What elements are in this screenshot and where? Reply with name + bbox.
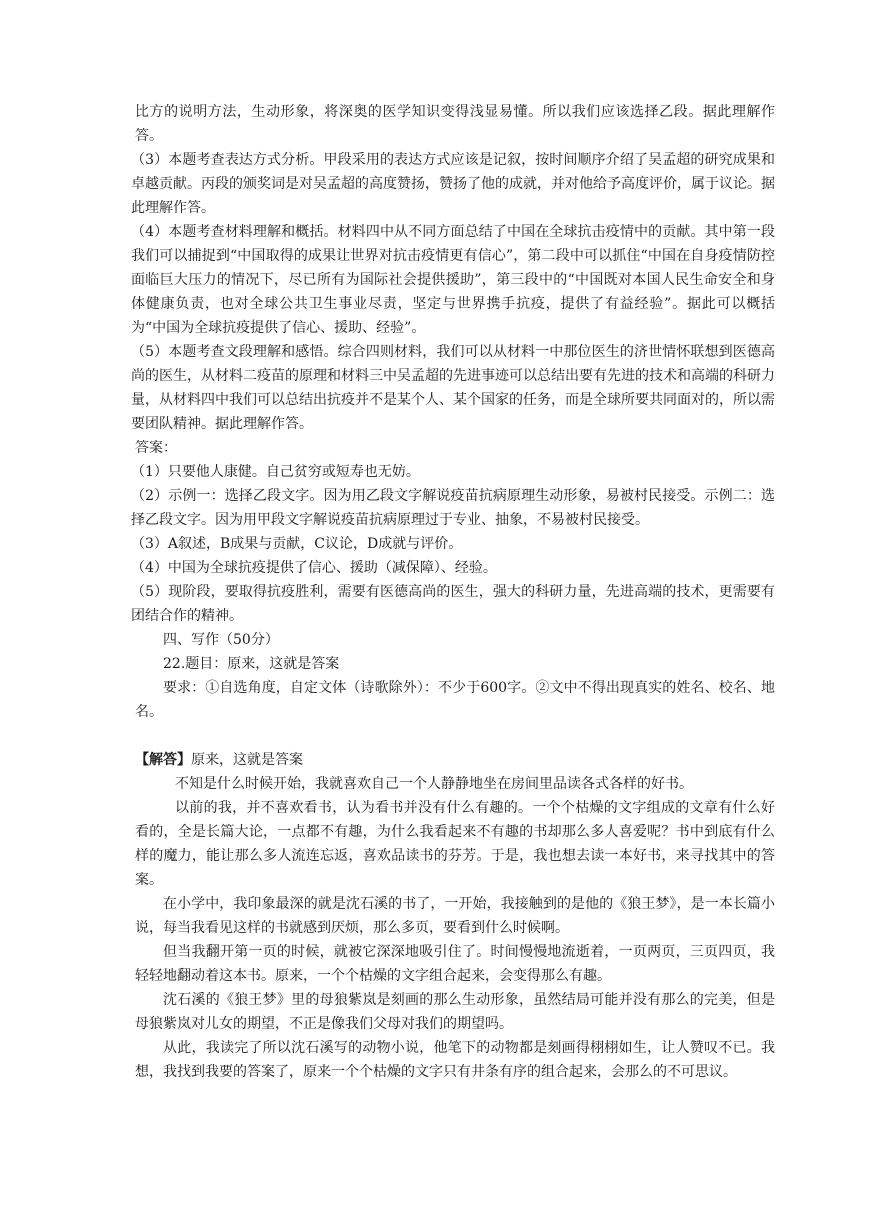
document-page xyxy=(131,100,775,1084)
essay-paragraph-1: 不知是什么时候开始，我就喜欢自己一个人静静地坐在房间里品读各式各样的好书。 xyxy=(175,776,693,792)
essay-paragraph-4: 但当我翻开第一页的时候，就被它深深地吸引住了。时间慢慢地流逝着，一页两页，三页四页，我轻轻地翻动着这本书。原来，一个个枯燥的文字组合起来，会变得那么有趣。 xyxy=(135,944,775,984)
essay-title: 原来，这就是答案 xyxy=(191,752,303,768)
solution-label: 【解答】 xyxy=(135,752,191,768)
writing-question: 22.题目：原来，这就是答案 xyxy=(163,656,340,672)
spacer xyxy=(135,724,775,748)
answer-item-4: （4）中国为全球抗疫提供了信心、援助（减保障）、经验。 xyxy=(131,560,497,576)
analysis-item-4: （4）本题考查材料理解和概括。材料四中从不同方面总结了中国在全球抗击疫情中的贡献。其中第一段我们可以捕捉到“中国取得的成果让世界对抗击疫情更有信心”，第二段中可以抓住“中国在自身疫情防控面临巨大压力的情况下，尽已所有为国际社会提供援助”，第三段中的“中国既对本国人民生命安全和身体健康负责，也对全球公共卫生事业尽责，坚定与世界携手抗疫，提供了有益经验”。据此可以概括为“中国为全球抗疫提供了信心、援助、经验”。 xyxy=(131,224,775,336)
writing-section-heading: 四、写作（50分） xyxy=(163,632,279,648)
essay-paragraph-2: 以前的我，并不喜欢看书，认为看书并没有什么有趣的。一个个枯燥的文字组成的文章有什么好看的，全是长篇大论，一点都不有趣，为什么我看起来不有趣的书却那么多人喜爱呢？书中到底有什么样的魔力，能让那么多人流连忘返，喜欢品读书的芬芳。于是，我也想去读一本好书，来寻找其中的答案。 xyxy=(135,800,775,888)
analysis-continuation: 比方的说明方法，生动形象，将深奥的医学知识变得浅显易懂。所以我们应该选择乙段。据此理解作答。 xyxy=(135,104,775,144)
answer-item-2: （2）示例一：选择乙段文字。因为用乙段文字解说疫苗抗病原理生动形象，易被村民接受。示例二：选择乙段文字。因为用甲段文字解说疫苗抗病原理过于专业、抽象，不易被村民接受。 xyxy=(131,488,775,528)
writing-requirement: 要求：①自选角度，自定文体（诗歌除外）：不少于600字。②文中不得出现真实的姓名、校名、地名。 xyxy=(135,680,775,720)
essay-paragraph-6: 从此，我读完了所以沈石溪写的动物小说，他笔下的动物都是刻画得栩栩如生，让人赞叹不已。我想，我找到我要的答案了，原来一个个枯燥的文字只有井条有序的组合起来，会那么的不可思议。 xyxy=(135,1040,775,1080)
answer-item-1: （1）只要他人康健。自己贫穷或短寿也无妨。 xyxy=(131,464,420,480)
answer-item-5: （5）现阶段，要取得抗疫胜利，需要有医德高尚的医生，强大的科研力量，先进高端的技术，更需要有团结合作的精神。 xyxy=(131,584,775,624)
essay-paragraph-5: 沈石溪的《狼王梦》里的母狼紫岚是刻画的那么生动形象，虽然结局可能并没有那么的完美，但是母狼紫岚对儿女的期望，不正是像我们父母对我们的期望吗。 xyxy=(135,992,775,1032)
essay-paragraph-3: 在小学中，我印象最深的就是沈石溪的书了，一开始，我接触到的是他的《狼王梦》，是一本长篇小说，每当我看见这样的书就感到厌烦，那么多页，要看到什么时候啊。 xyxy=(135,896,775,936)
essay-heading xyxy=(135,748,775,772)
answer-label: 答案： xyxy=(135,440,177,456)
answer-item-3: （3）A叙述，B成果与贡献，C议论，D成就与评价。 xyxy=(131,536,463,552)
analysis-item-3: （3）本题考查表达方式分析。甲段采用的表达方式应该是记叙，按时间顺序介绍了吴孟超的研究成果和卓越贡献。丙段的颁奖词是对吴孟超的高度赞扬，赞扬了他的成就，并对他给予高度评价，属于议论。据此理解作答。 xyxy=(131,152,775,216)
analysis-item-5: （5）本题考查文段理解和感悟。综合四则材料，我们可以从材料一中那位医生的济世情怀联想到医德高尚的医生，从材料二疫苗的原理和材料三中吴孟超的先进事迹可以总结出要有先进的技术和高端的科研力量，从材料四中我们可以总结出抗疫并不是某个人、某个国家的任务，而是全球所要共同面对的，所以需要团队精神。据此理解作答。 xyxy=(131,344,775,432)
